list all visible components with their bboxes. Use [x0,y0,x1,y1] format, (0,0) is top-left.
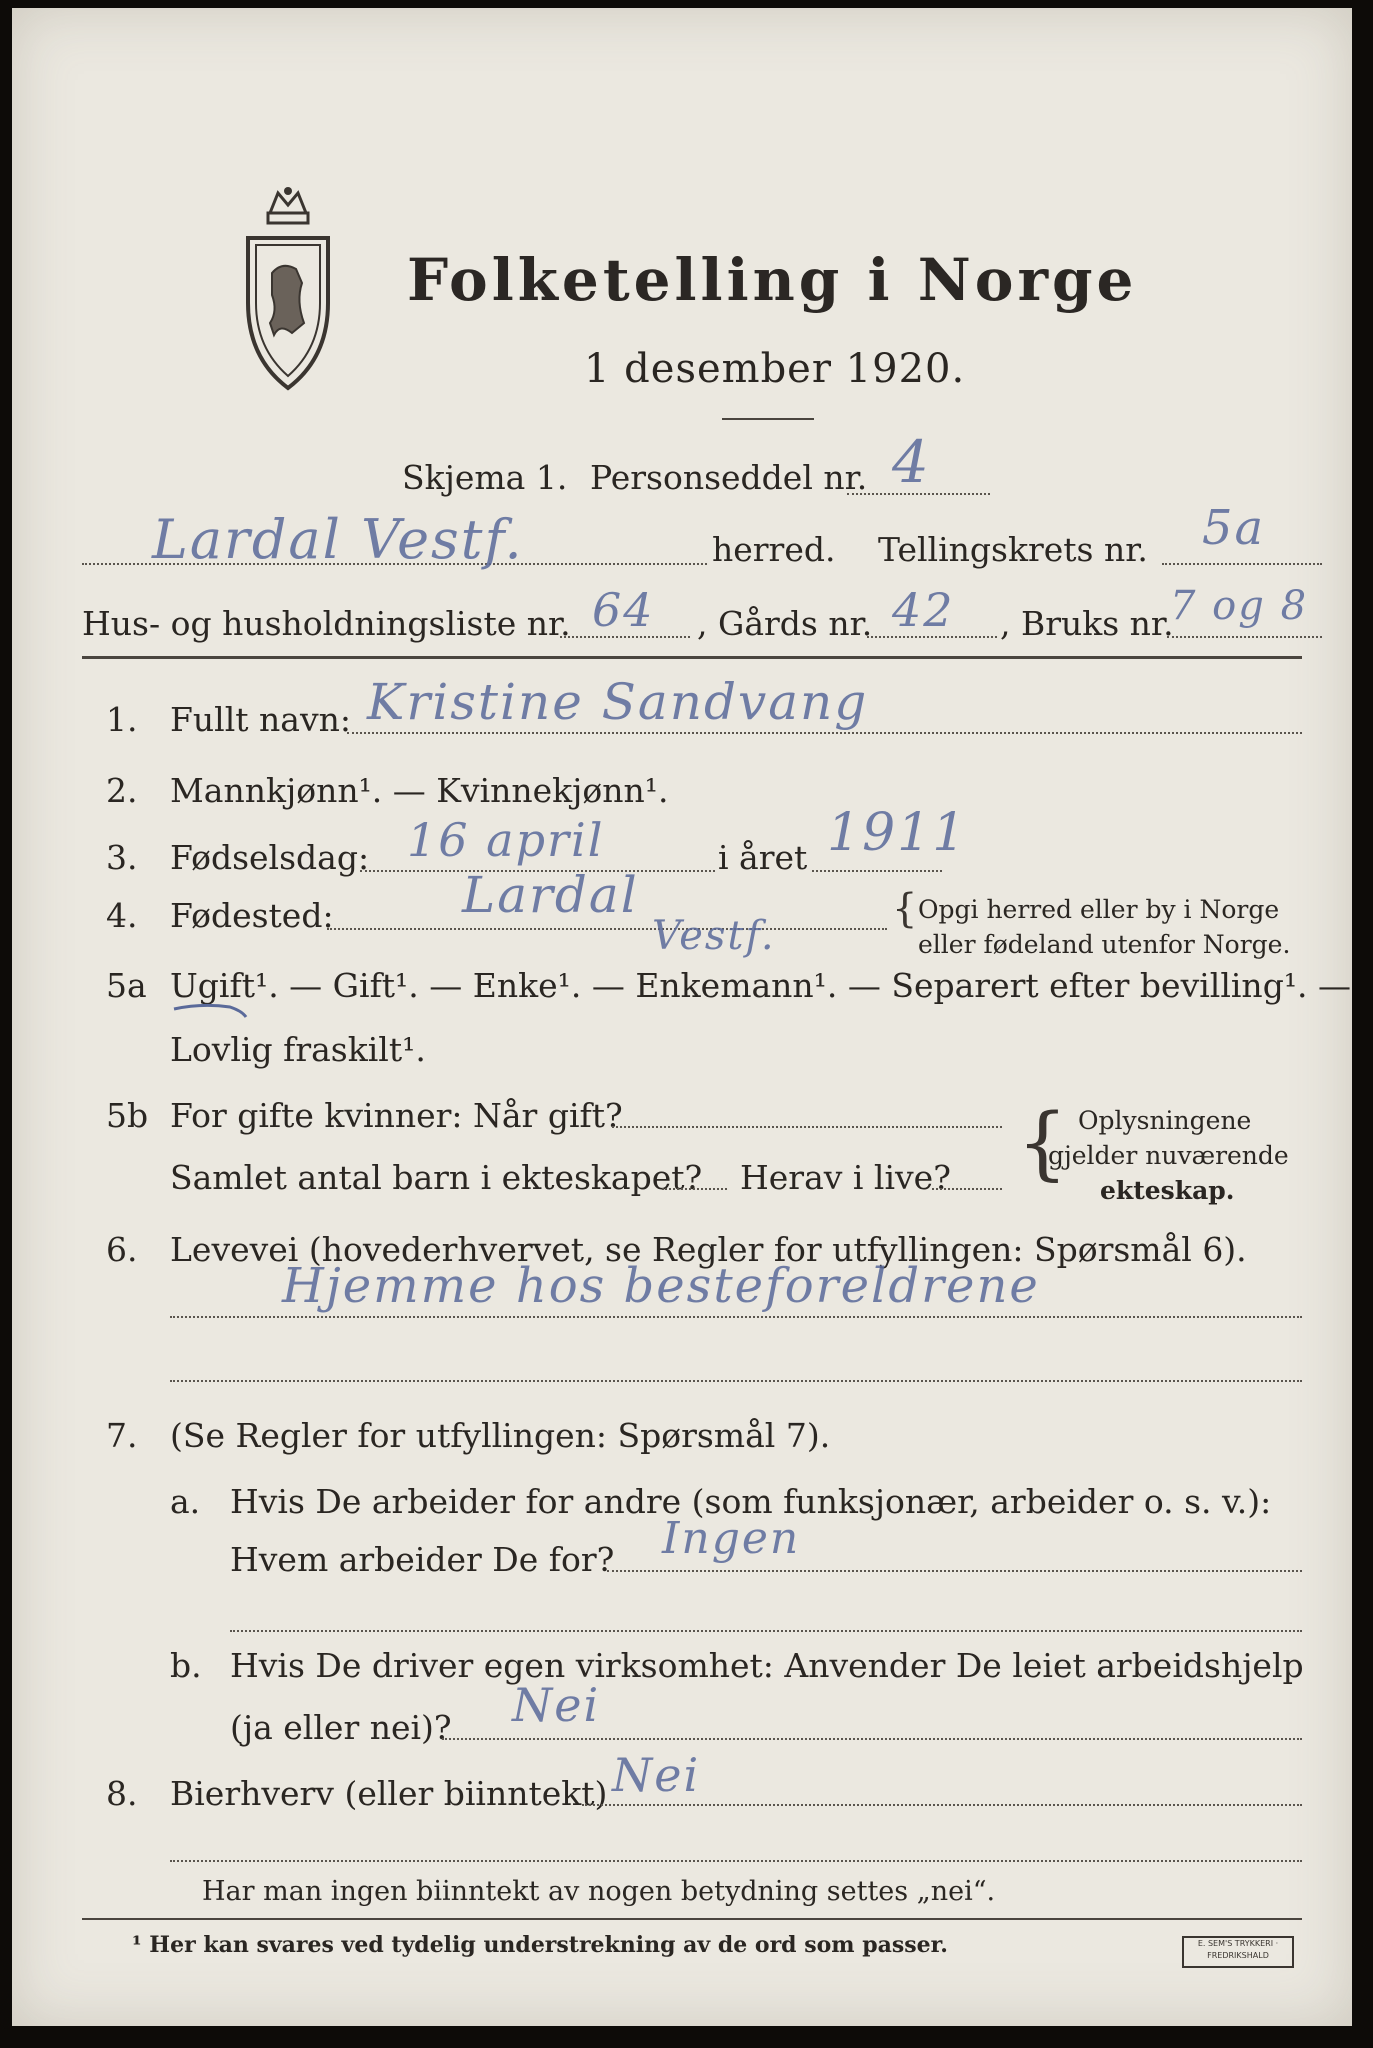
title-divider [722,418,814,420]
herred-label: herred. [712,530,836,569]
ugift-underline-mark [172,1001,252,1019]
hus-label: Hus- og husholdningsliste nr. [82,604,571,643]
q1-line [347,732,1302,734]
q8-line-2 [170,1860,1302,1862]
q7b-line [442,1738,1302,1740]
q4-brace: { [892,886,918,932]
norwegian-coat-of-arms-icon [240,183,336,393]
bruks-label: , Bruks nr. [1000,604,1174,643]
q5a-label: Ugift¹. — Gift¹. — Enke¹. — Enkemann¹. — Separert efter bevilling¹. — [170,966,1352,1005]
q5b-alive-line [932,1188,1002,1190]
q3-year-value: 1911 [827,803,968,863]
skjema-label: Skjema 1. [402,458,568,497]
q5b-note-3: ekteskap. [1100,1176,1235,1205]
q3-label: Fødselsdag: [170,838,370,877]
q5b-number: 5b [106,1096,149,1135]
q3-number: 3. [106,838,138,877]
tellingskrets-line [1162,563,1322,565]
q8-line [582,1804,1302,1806]
census-form-sheet [12,8,1352,2026]
bruks-value: 7 og 8 [1170,583,1309,629]
q5b-children-line [662,1188,727,1190]
q1-number: 1. [106,700,138,739]
q6-line-1 [170,1316,1302,1318]
footnote: ¹ Her kan svares ved tydelig understrekning av de ord som passer. [132,1932,948,1958]
q5b-note-2: gjelder nuværende [1048,1141,1289,1170]
personseddel-label: Personseddel nr. [590,458,868,497]
q3-value: 16 april [407,813,605,867]
q2-number: 2. [106,771,138,810]
gards-label: , Gårds nr. [697,604,873,643]
hus-value: 64 [592,583,655,637]
q5b-married-line [612,1126,1002,1128]
q4-label: Fødested: [170,896,334,935]
q5b-label-2: Samlet antal barn i ekteskapet? [170,1158,703,1197]
q3-year-label: i året [718,838,808,877]
q5a-number: 5a [106,966,147,1005]
q5b-brace: { [1017,1096,1068,1189]
q6-label: Levevei (hovederhvervet, se Regler for utfyllingen: Spørsmål 6). [170,1230,1247,1269]
q7-number: 7. [106,1416,138,1455]
personseddel-value: 4 [892,428,931,496]
q4-note-2: eller fødeland utenfor Norge. [918,930,1291,959]
q7a-label: Hvis De arbeider for andre (som funksjonær, arbeider o. s. v.): [230,1482,1272,1521]
q7-label: (Se Regler for utfyllingen: Spørsmål 7). [170,1416,831,1455]
q7b-value: Nei [512,1678,601,1732]
header-divider [82,656,1302,659]
biinntekt-note: Har man ingen biinntekt av nogen betydning settes „nei“. [202,1876,996,1907]
q6-value: Hjemme hos besteforeldrene [282,1258,1040,1314]
printer-stamp: E. SEM'S TRYKKERI · FREDRIKSHALD [1182,1936,1294,1968]
q8-value: Nei [612,1748,701,1802]
q4-line [327,928,887,930]
q8-number: 8. [106,1774,138,1813]
q8-label: Bierhverv (eller biinntekt) [170,1774,608,1813]
q7b-label: Hvis De driver egen virksomhet: Anvender De leiet arbeidshjelp [230,1646,1304,1685]
q1-label: Fullt navn: [170,700,351,739]
q4-value: Lardal [462,866,639,924]
q2-label: Mannkjønn¹. — Kvinnekjønn¹. [170,771,669,810]
q5a-label-2: Lovlig fraskilt¹. [170,1030,426,1069]
q7a-value: Ingen [662,1513,801,1564]
q3-year-line [812,870,942,872]
q4-number: 4. [106,896,138,935]
tellingskrets-value: 5a [1202,500,1266,556]
tellingskrets-label: Tellingskrets nr. [878,530,1148,569]
census-date: 1 desember 1920. [584,346,966,392]
q5b-label: For gifte kvinner: Når gift? [170,1096,623,1135]
q4-note-1: Opgi herred eller by i Norge [918,895,1280,924]
q4-value-2: Vestf. [652,913,776,959]
q7a-line-2 [230,1630,1302,1632]
q5b-label-3: Herav i live? [740,1158,951,1197]
q7a-label-2: Hvem arbeider De for? [230,1540,615,1579]
q1-value: Kristine Sandvang [367,673,869,731]
footer-divider [82,1918,1302,1920]
q5b-note-1: Oplysningene [1078,1106,1252,1135]
gards-value: 42 [892,583,955,637]
q7a-line [607,1570,1302,1572]
q7b-number: b. [170,1646,202,1685]
bruks-line [1167,636,1322,638]
q7a-number: a. [170,1482,201,1521]
herred-value: Lardal Vestf. [152,508,524,571]
q6-line-2 [170,1380,1302,1382]
q6-number: 6. [106,1230,138,1269]
q7b-label-2: (ja eller nei)? [230,1708,452,1747]
form-title: Folketelling i Norge [407,246,1138,314]
